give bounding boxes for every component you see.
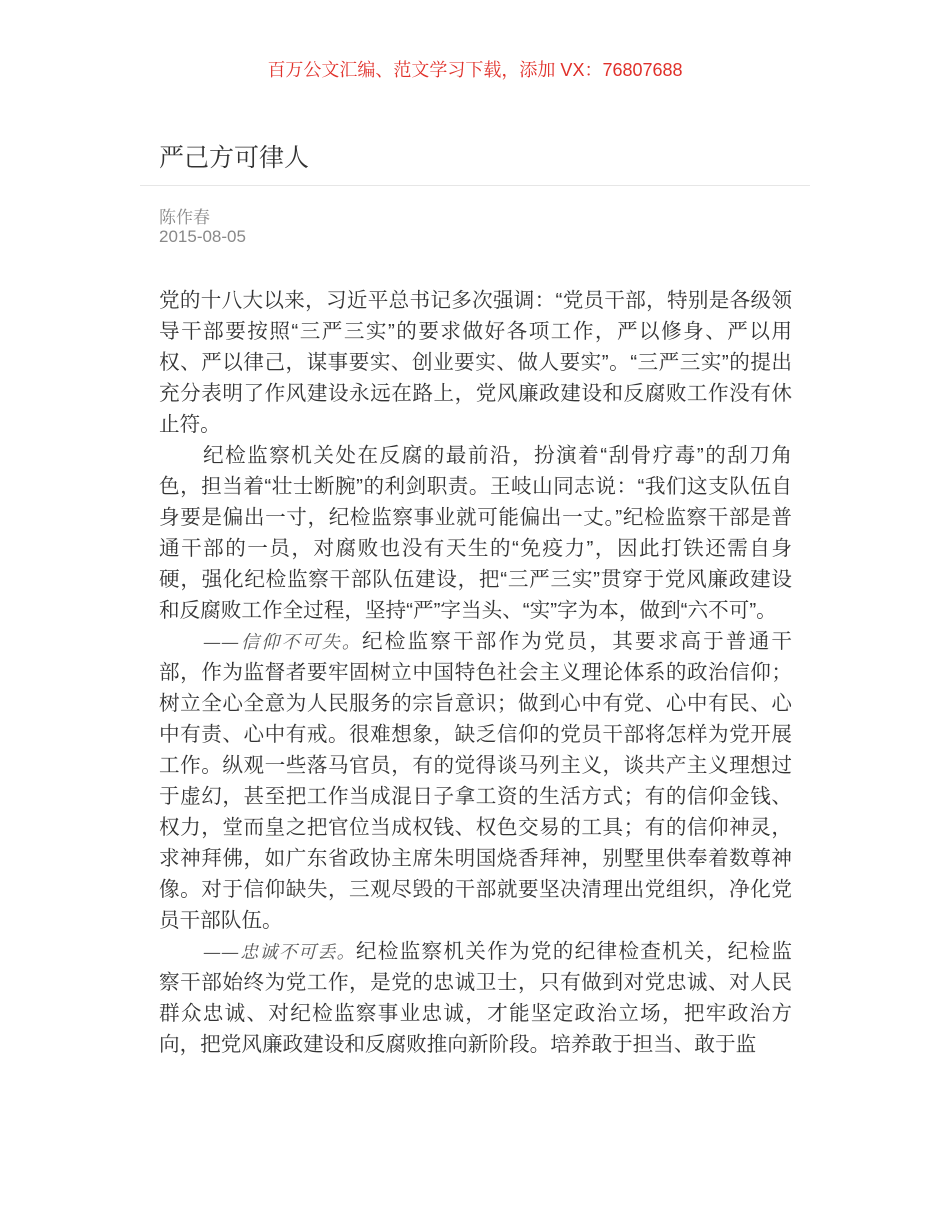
line-text: 员干部队伍。 (159, 909, 283, 932)
paragraph-line (159, 533, 792, 564)
line-text: 权、严以律己，谋事要实、创业要实、做人要实”。“三严三实”的提出 (159, 351, 792, 374)
paragraph-line (159, 750, 792, 781)
paragraph-line (159, 812, 792, 843)
line-text: 中有责、心中有戒。很难想象，缺乏信仰的党员干部将怎样为党开展 (159, 723, 792, 746)
line-text: 党的十八大以来，习近平总书记多次强调：“党员干部，特别是各级领 (159, 289, 792, 312)
paragraph (159, 285, 792, 440)
line-text: 纪检监察干部作为党员，其要求高于普通干 (362, 630, 792, 653)
line-text: 于虚幻，甚至把工作当成混日子拿工资的生活方式；有的信仰金钱、 (159, 785, 792, 808)
paragraph-line (159, 967, 792, 998)
line-text: 纪检监察机关作为党的纪律检查机关，纪检监 (355, 940, 792, 963)
article-title: 严己方可律人 (159, 144, 310, 172)
paragraph (159, 936, 792, 1060)
paragraph-line (159, 657, 792, 688)
paragraph-line (159, 471, 792, 502)
paragraph-line (159, 936, 792, 967)
section-lead: ——信仰不可失。 (203, 632, 363, 653)
line-text: 充分表明了作风建设永远在路上，党风廉政建设和反腐败工作没有休 (159, 382, 792, 405)
article-author: 陈作春 (159, 208, 210, 227)
paragraph-line (159, 347, 792, 378)
line-text: 纪检监察机关处在反腐的最前沿，扮演着“刮骨疗毒”的刮刀角 (203, 444, 792, 467)
line-text: 和反腐败工作全过程，坚持“严”字当头、“实”字为本，做到“六不可”。 (159, 599, 777, 622)
line-text: 工作。纵观一些落马官员，有的觉得谈马列主义，谈共产主义理想过 (159, 754, 792, 777)
line-text: 求神拜佛，如广东省政协主席朱明国烧香拜神，别墅里供奉着数尊神 (159, 847, 792, 870)
paragraph-line (159, 440, 792, 471)
line-text: 群众忠诚、对纪检监察事业忠诚，才能坚定政治立场，把牢政治方 (159, 1002, 792, 1025)
paragraph-line (159, 316, 792, 347)
paragraph-line (159, 285, 792, 316)
paragraph-line (159, 1029, 792, 1060)
paragraph-line (159, 564, 792, 595)
paragraph-line (159, 998, 792, 1029)
paragraph-line (159, 905, 792, 936)
line-text: 部，作为监督者要牢固树立中国特色社会主义理论体系的政治信仰； (159, 661, 792, 684)
line-text: 权力，堂而皇之把官位当成权钱、权色交易的工具；有的信仰神灵， (159, 816, 792, 839)
paragraph-line (159, 378, 792, 409)
paragraph (159, 626, 792, 936)
paragraph-line (159, 502, 792, 533)
line-text: 察干部始终为党工作，是党的忠诚卫士，只有做到对党忠诚、对人民 (159, 971, 792, 994)
line-text: 向，把党风廉政建设和反腐败推向新阶段。培养敢于担当、敢于监 (159, 1033, 757, 1056)
section-lead: ——忠诚不可丢。 (203, 942, 356, 963)
article-date: 2015-08-05 (159, 227, 246, 246)
line-text: 导干部要按照“三严三实”的要求做好各项工作，严以修身、严以用 (159, 320, 792, 343)
line-text: 色，担当着“壮士断腕”的利剑职责。王岐山同志说：“我们这支队伍自 (159, 475, 792, 498)
line-text: 通干部的一员，对腐败也没有天生的“免疫力”，因此打铁还需自身 (159, 537, 792, 560)
article-body (159, 285, 792, 1060)
paragraph-line (159, 874, 792, 905)
line-text: 身要是偏出一寸，纪检监察事业就可能偏出一丈。”纪检监察干部是普 (159, 506, 792, 529)
paragraph-line (159, 409, 792, 440)
paragraph-line (159, 843, 792, 874)
line-text: 像。对于信仰缺失，三观尽毁的干部就要坚决清理出党组织，净化党 (159, 878, 792, 901)
paragraph-line (159, 626, 792, 657)
paragraph-line (159, 688, 792, 719)
line-text: 树立全心全意为人民服务的宗旨意识；做到心中有党、心中有民、心 (159, 692, 792, 715)
download-banner: 百万公文汇编、范文学习下载，添加 VX：76807688 (267, 60, 683, 80)
title-divider (140, 185, 810, 186)
paragraph (159, 440, 792, 626)
line-text: 止符。 (159, 413, 221, 436)
line-text: 硬，强化纪检监察干部队伍建设，把“三严三实”贯穿于党风廉政建设 (159, 568, 792, 591)
paragraph-line (159, 781, 792, 812)
paragraph-line (159, 719, 792, 750)
paragraph-line (159, 595, 792, 626)
